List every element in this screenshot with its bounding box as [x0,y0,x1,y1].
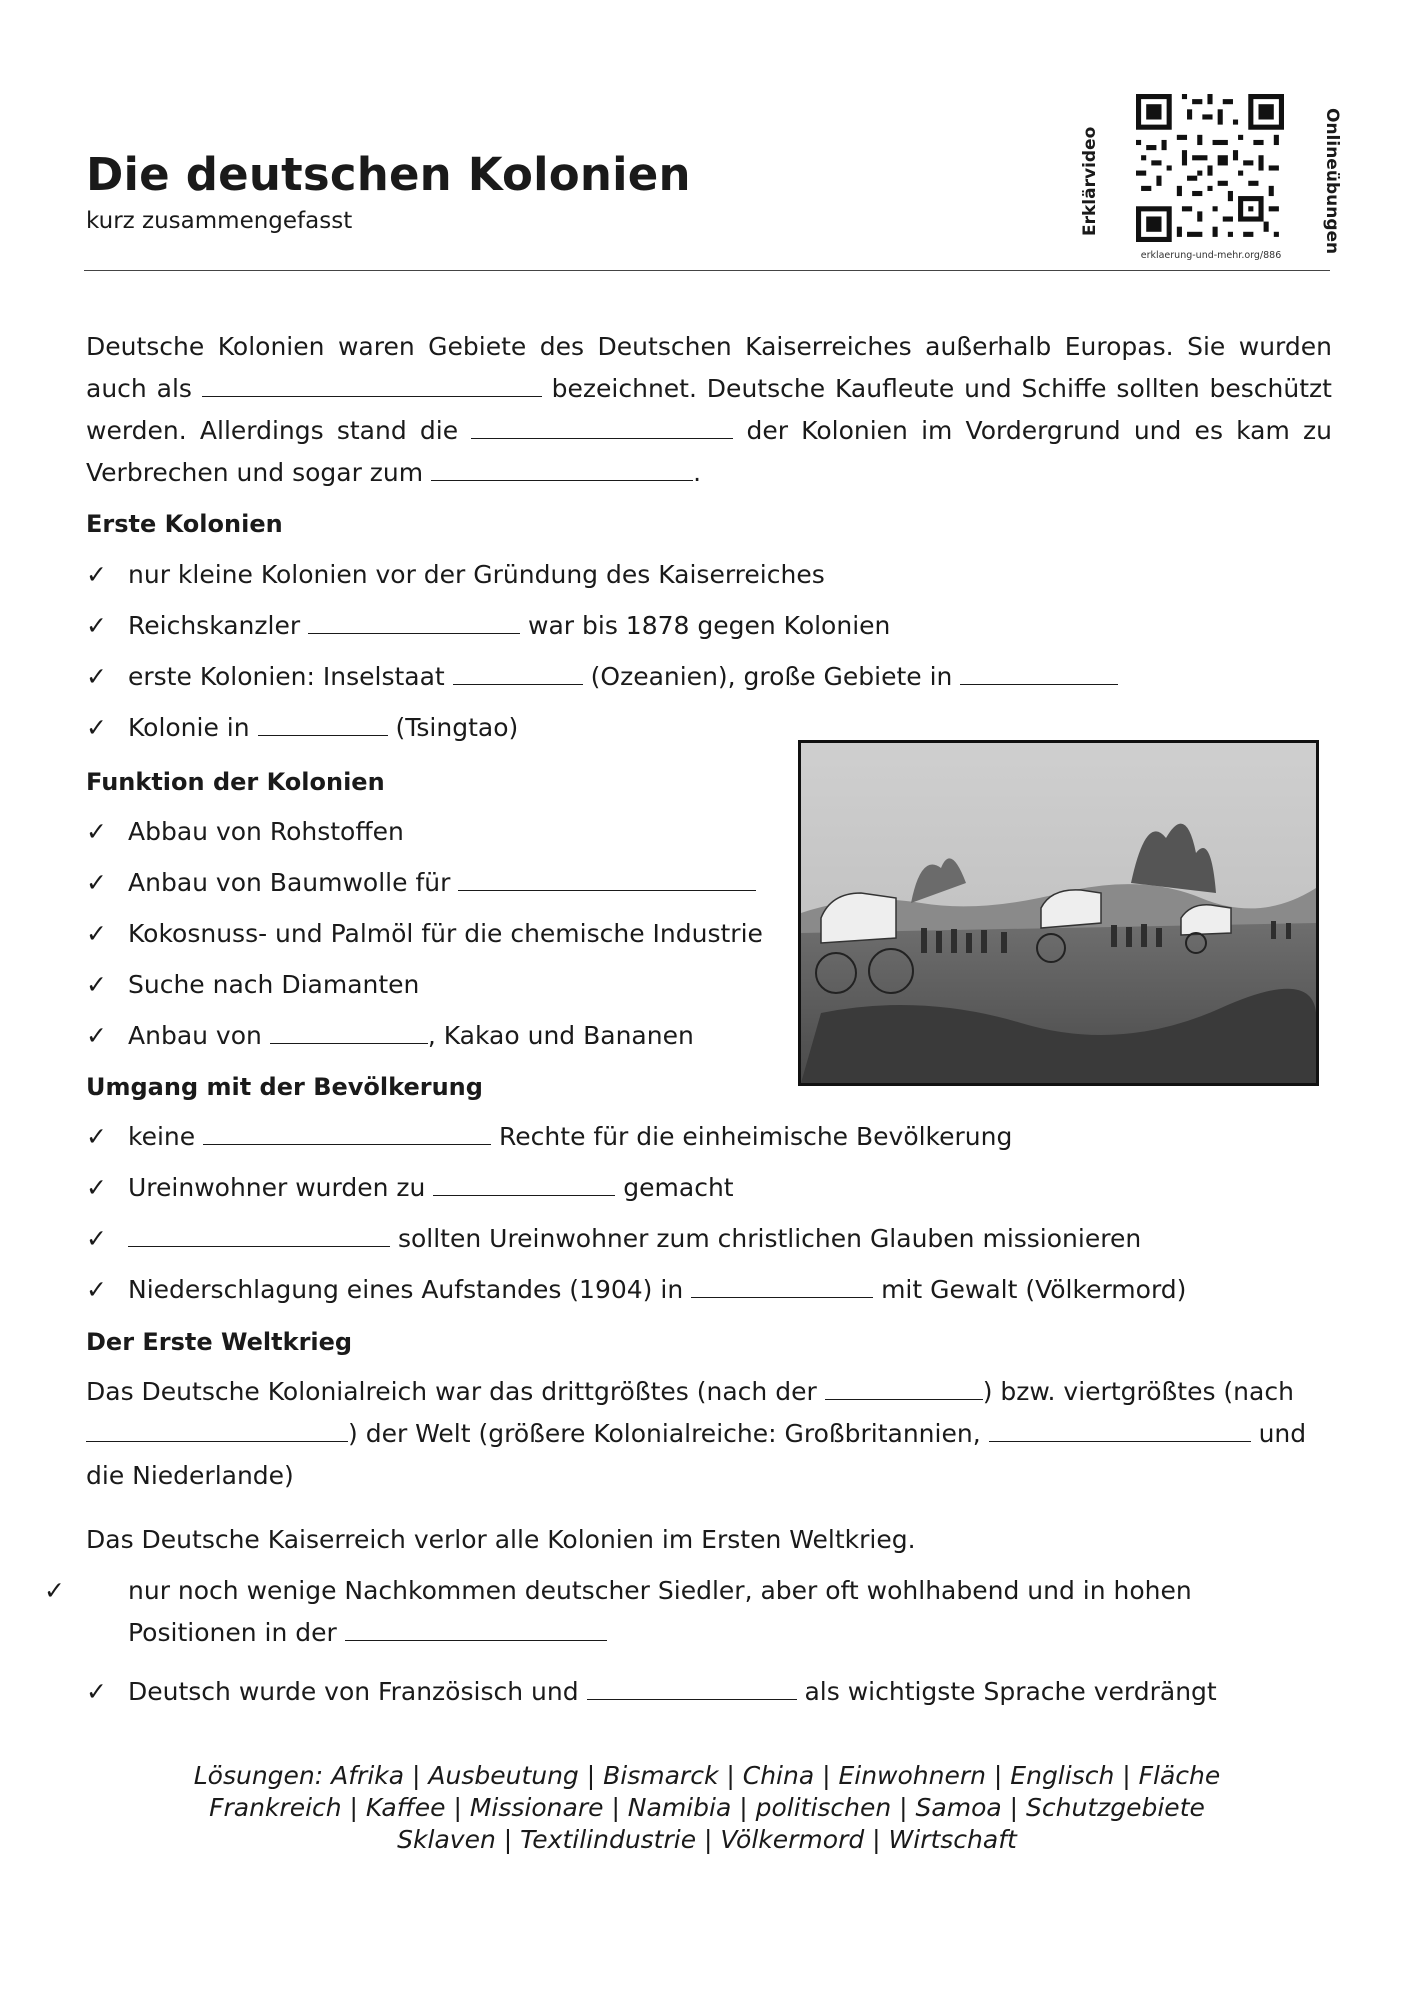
solutions-line: Frankreich | Kaffee | Missionare | Namibia | politischen | Samoa | Schutzgebiete [209,1793,1205,1822]
qr-code-icon[interactable] [1136,94,1284,242]
intro-text-4: . [693,458,702,487]
blank-field[interactable] [989,1421,1251,1442]
ww1-paragraph: Das Deutsche Kolonialreich war das drittgrößtes (nach der ) bzw. viertgrößtes (nach ) der Welt (größere Kolonialreiche: Großbritannien, und die Niederlande) [86,1377,1307,1490]
check-icon: ✓ [86,817,107,846]
section-heading-ww1: Der Erste Weltkrieg [86,1328,353,1356]
list-item: ✓ nur noch wenige Nachkommen deutscher Siedler, aber oft wohlhabend und in hohen Positionen in der [86,1570,1288,1654]
list-item: ✓ Anbau von Baumwolle für [86,862,756,904]
check-icon: ✓ [86,713,107,742]
blank-field[interactable] [960,664,1118,685]
historic-photo [798,740,1319,1086]
check-icon: ✓ [44,1576,65,1605]
intro-paragraph [86,326,1332,494]
check-icon: ✓ [86,868,107,897]
blank-field[interactable] [433,1175,615,1196]
intro-text-2: bezeichnet. Deutsche Kaufleute und Schiffe sollten beschützt werden. Allerdings stand die [86,374,1332,445]
blank-field[interactable] [258,715,388,736]
qr-label-video: Erklärvideo [1080,126,1100,236]
check-icon: ✓ [86,1122,107,1151]
blank-field[interactable] [453,664,583,685]
blank-field[interactable] [691,1277,873,1298]
page-subtitle: kurz zusammengefasst [86,208,353,234]
blank-field[interactable] [270,1023,428,1044]
check-icon: ✓ [86,1275,107,1304]
blank-field[interactable] [587,1679,797,1700]
list-item: ✓ Abbau von Rohstoffen [86,811,404,853]
intro-text-1: Deutsche Kolonien waren Gebiete des Deutschen Kaiserreiches außerhalb Europas. Sie wurden auch als [86,332,1332,403]
blank-field[interactable] [471,418,733,439]
header-divider [84,270,1330,271]
list-item: ✓ Suche nach Diamanten [86,964,419,1006]
section-heading-functions: Funktion der Kolonien [86,768,385,796]
blank-field[interactable] [345,1620,607,1641]
blank-field[interactable] [128,1226,390,1247]
list-item: ✓ Deutsch wurde von Französisch und als wichtigste Sprache verdrängt [86,1671,1217,1713]
solutions-line: Sklaven | Textilindustrie | Völkermord | Wirtschaft [397,1825,1017,1854]
list-item: ✓ keine Rechte für die einheimische Bevölkerung [86,1116,1012,1158]
intro-text-3: der Kolonien im Vordergrund und es kam zu Verbrechen und sogar zum [86,416,1333,487]
check-icon: ✓ [86,1173,107,1202]
list-item: ✓ Kokosnuss- und Palmöl für die chemische Industrie [86,913,763,955]
blank-field[interactable] [458,870,756,891]
section-heading-first-colonies: Erste Kolonien [86,510,283,538]
list-item: ✓ Niederschlagung eines Aufstandes (1904) in mit Gewalt (Völkermord) [86,1269,1186,1311]
solutions-box [140,1760,1274,1856]
list-item: ✓ Ureinwohner wurden zu gemacht [86,1167,734,1209]
blank-field[interactable] [203,1124,491,1145]
list-item: ✓ Reichskanzler war bis 1878 gegen Kolonien [86,605,890,647]
list-item: ✓ Anbau von , Kakao und Bananen [86,1015,694,1057]
list-item: ✓ erste Kolonien: Inselstaat (Ozeanien), große Gebiete in [86,656,1118,698]
check-icon: ✓ [86,970,107,999]
check-icon: ✓ [86,662,107,691]
solutions-line: Lösungen: Afrika | Ausbeutung | Bismarck | China | Einwohnern | Englisch | Fläche [193,1761,1221,1790]
blank-field[interactable] [431,460,693,481]
check-icon: ✓ [86,611,107,640]
check-icon: ✓ [86,560,107,589]
qr-url: erklaerung-und-mehr.org/886 [1140,250,1282,261]
check-icon: ✓ [86,919,107,948]
check-icon: ✓ [86,1021,107,1050]
list-item: ✓ Kolonie in (Tsingtao) [86,707,518,749]
check-icon: ✓ [86,1224,107,1253]
blank-field[interactable] [308,613,520,634]
blank-field[interactable] [825,1379,983,1400]
check-icon: ✓ [86,1677,107,1706]
blank-field[interactable] [86,1421,348,1442]
page-title: Die deutschen Kolonien [86,148,691,201]
blank-field[interactable] [202,376,542,397]
list-item: ✓ nur kleine Kolonien vor der Gründung des Kaiserreiches [86,554,825,596]
qr-label-exercises: Onlineübungen [1322,107,1342,255]
list-item: ✓ sollten Ureinwohner zum christlichen Glauben missionieren [86,1218,1141,1260]
ww1-paragraph-2: Das Deutsche Kaiserreich verlor alle Kolonien im Ersten Weltkrieg. [86,1525,916,1554]
section-heading-population: Umgang mit der Bevölkerung [86,1073,483,1101]
